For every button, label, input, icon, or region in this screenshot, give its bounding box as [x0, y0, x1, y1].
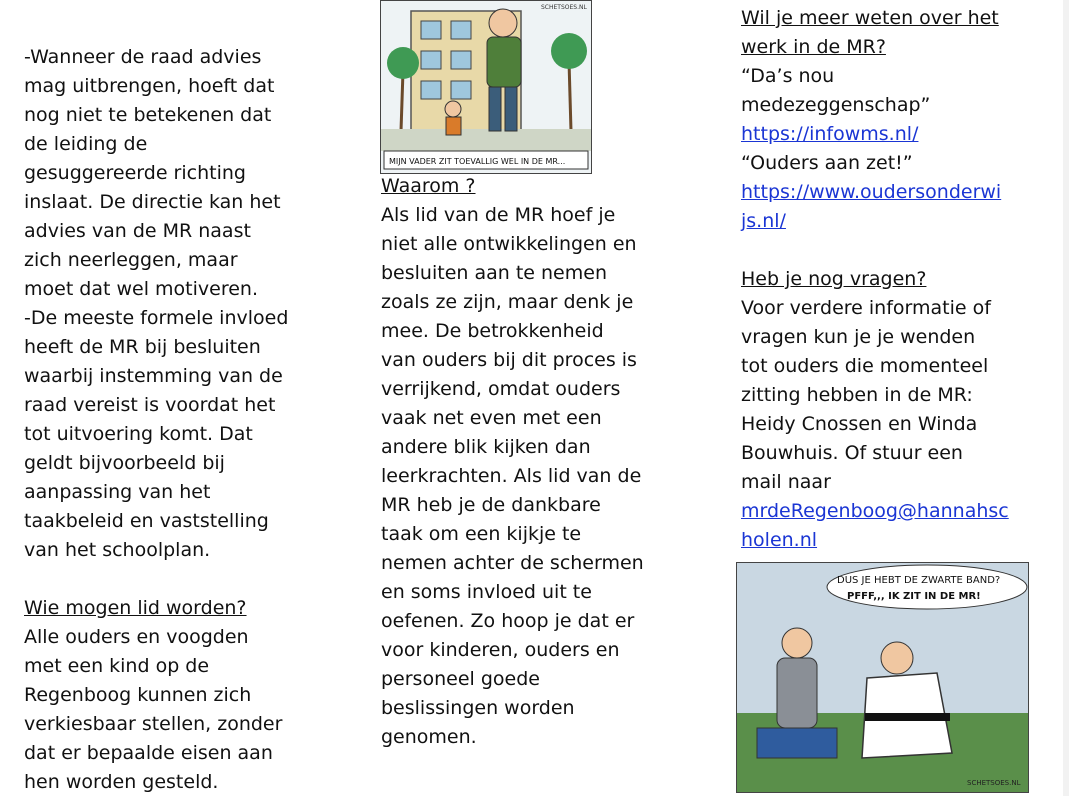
text-line: verkiesbaar stellen, zonder [24, 713, 283, 735]
text-line: raad vereist is voordat het [24, 394, 276, 416]
text-line: leerkrachten. Als lid van de [381, 465, 642, 487]
text-line: mag uitbrengen, hoeft dat [24, 75, 275, 97]
text-line: vragen kun je je wenden [741, 326, 976, 348]
questions-section [741, 265, 1051, 555]
text-line: niet alle ontwikkelingen en [381, 233, 637, 255]
text-line: nog niet te betekenen dat [24, 104, 272, 126]
ouders-onderwijs-link[interactable] [741, 178, 1051, 236]
text-line: Regenboog kunnen zich [24, 684, 252, 706]
text-line: aanpassing van het [24, 481, 211, 503]
text-line: en soms invloed uit te [381, 581, 592, 603]
page-edge [1063, 0, 1069, 796]
text-line: vaak net even met een [381, 407, 602, 429]
cartoon-illustration [737, 563, 1028, 792]
text-line: geldt bijvoorbeeld bij [24, 452, 225, 474]
text-line: zich neerleggen, maar [24, 249, 238, 271]
text-line: beslissingen worden [381, 697, 575, 719]
text-line: tot uitvoering komt. Dat [24, 423, 253, 445]
cartoon-brand: SCHETSOES.NL [541, 4, 587, 11]
text-line: MR heb je de dankbare [381, 494, 601, 516]
link-line[interactable]: https://www.oudersonderwi [741, 181, 1002, 203]
text-line: Als lid van de MR hoef je [381, 204, 616, 226]
text-line: zitting hebben in de MR: [741, 384, 973, 406]
influence-paragraph [24, 304, 324, 565]
text-line: hen worden gesteld. [24, 771, 219, 793]
text-line: voor kinderen, ouders en [381, 639, 620, 661]
text-line: Alle ouders en voogden [24, 626, 249, 648]
text-line: taak om een kijkje te [381, 523, 582, 545]
text-line: heeft de MR bij besluiten [24, 336, 261, 358]
text-line: oefenen. Zo hoop je dat er [381, 610, 635, 632]
text-line: mail naar [741, 471, 831, 493]
questions-heading: Heb je nog vragen? [741, 268, 927, 290]
speech-line: DUS JE HEBT DE ZWARTE BAND? [837, 575, 1001, 586]
text-line: moet dat wel motiveren. [24, 278, 259, 300]
speech-line: PFFF,,, IK ZIT IN DE MR! [847, 591, 981, 602]
text-line: genomen. [381, 726, 477, 748]
text-line: Heidy Cnossen en Winda [741, 413, 978, 435]
why-heading: Waarom ? [381, 175, 476, 197]
infowms-link[interactable]: https://infowms.nl/ [741, 123, 919, 145]
judo-cartoon [736, 562, 1029, 793]
text-line: advies van de MR naast [24, 220, 251, 242]
more-info-heading: Wil je meer weten over het [741, 7, 999, 29]
right-column [741, 4, 1051, 555]
text-line: verrijkend, omdat ouders [381, 378, 621, 400]
school-cartoon [380, 0, 592, 174]
text-line: -De meeste formele invloed [24, 307, 289, 329]
link-line[interactable]: mrdeRegenboog@hannahsc [741, 500, 1009, 522]
text-line: Bouwhuis. Of stuur een [741, 442, 963, 464]
middle-column [381, 172, 671, 752]
members-heading: Wie mogen lid worden? [24, 597, 247, 619]
text-line: Voor verdere informatie of [741, 297, 991, 319]
text-line: inslaat. De directie kan het [24, 191, 281, 213]
advice-paragraph [24, 43, 324, 304]
text-line: -Wanneer de raad advies [24, 46, 262, 68]
left-column [24, 43, 324, 797]
more-info-heading: werk in de MR? [741, 36, 886, 58]
text-line: tot ouders die momenteel [741, 355, 989, 377]
text-line: nemen achter de schermen [381, 552, 644, 574]
text-line: mee. De betrokkenheid [381, 320, 604, 342]
link-line[interactable]: holen.nl [741, 529, 818, 551]
text-line: van het schoolplan. [24, 539, 211, 561]
text-line: gesuggereerde richting [24, 162, 246, 184]
text-line: andere blik kijken dan [381, 436, 591, 458]
text-line: van ouders bij dit proces is [381, 349, 637, 371]
text-line: besluiten aan te nemen [381, 262, 607, 284]
cartoon-brand: SCHETSOES.NL [967, 779, 1021, 787]
why-section [381, 172, 671, 752]
text-line: personeel goede [381, 668, 540, 690]
text-line: de leiding de [24, 133, 148, 155]
cartoon-illustration [381, 1, 591, 173]
text-line: taakbeleid en vaststelling [24, 510, 269, 532]
resource-title: medezeggenschap” [741, 94, 931, 116]
more-info-section [741, 4, 1051, 236]
text-line: met een kind op de [24, 655, 210, 677]
cartoon-caption: MIJN VADER ZIT TOEVALLIG WEL IN DE MR... [389, 157, 566, 166]
resource-title: “Ouders aan zet!” [741, 152, 913, 174]
link-line[interactable]: js.nl/ [741, 210, 786, 232]
resource-title: “Da’s nou [741, 65, 835, 87]
members-section [24, 594, 324, 797]
text-line: zoals ze zijn, maar denk je [381, 291, 634, 313]
text-line: dat er bepaalde eisen aan [24, 742, 273, 764]
email-link[interactable] [741, 497, 1051, 555]
text-line: waarbij instemming van de [24, 365, 283, 387]
